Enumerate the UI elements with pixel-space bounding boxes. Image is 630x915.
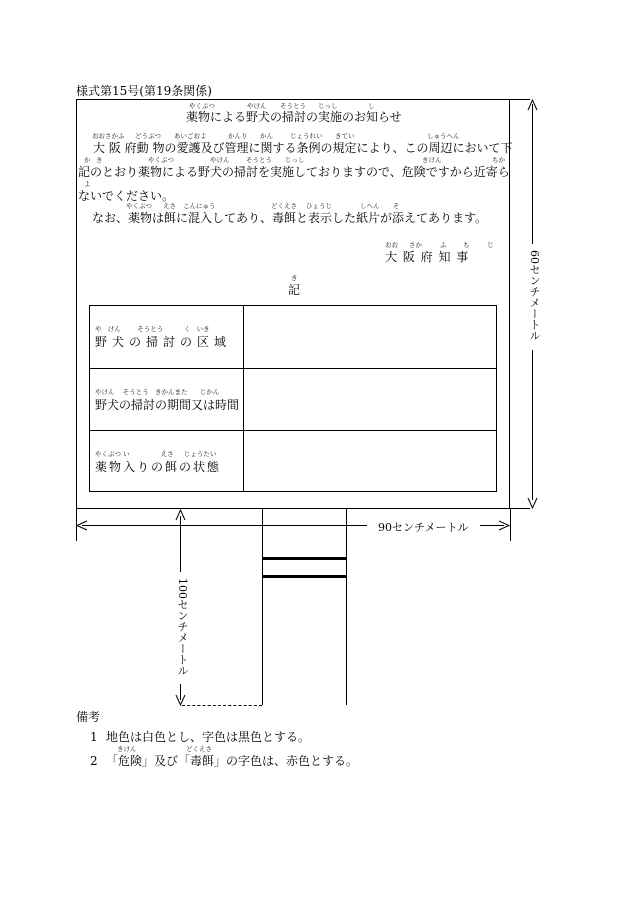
table-row <box>90 368 496 431</box>
ruby: しゅうへん <box>427 132 460 140</box>
ruby: おおさかふ <box>92 132 125 140</box>
issuer-ruby: ち <box>463 241 470 249</box>
row-label-ruby: やけん そうとう きかんまた じかん <box>95 388 220 396</box>
ki-heading: 記 <box>288 283 301 297</box>
note-number: 2 <box>90 754 98 768</box>
ruby: どくえさ <box>271 202 297 210</box>
issuer-ruby: じ <box>487 241 494 249</box>
row-label-area: 野犬の掃討の区域 <box>95 335 232 349</box>
ki-ruby: き <box>291 274 298 282</box>
ruby: あいごおよ <box>174 132 207 140</box>
row-label-ruby: やくぶつ い えさ じょうたい <box>95 450 217 458</box>
ruby: ひょうじ <box>306 202 332 210</box>
issuer-ruby: さか <box>409 241 422 249</box>
ruby: きけん <box>422 156 442 164</box>
ground-line <box>182 705 262 706</box>
notes-heading: 備考 <box>76 710 101 724</box>
issuer: 大 阪 府 知 事 <box>385 250 470 264</box>
post-right <box>346 509 347 705</box>
ruby: こんにゅう <box>183 202 216 210</box>
arrow-right-icon <box>498 520 510 531</box>
ruby: しへん <box>360 202 380 210</box>
title-ruby: やくぶつ <box>189 102 215 110</box>
ruby: か <box>84 156 91 164</box>
notice-line-3: ないでください。 <box>78 189 175 203</box>
title-ruby: やけん <box>247 102 267 110</box>
issuer-ruby: ふ <box>440 241 447 249</box>
ruby: どうぶつ <box>135 132 161 140</box>
note-ruby: どくえさ <box>186 745 212 753</box>
details-table <box>89 305 497 492</box>
issuer-ruby: おお <box>385 241 398 249</box>
ruby: じょうれい <box>290 132 323 140</box>
row-label-period: 野犬の掃討の期間又は時間 <box>95 398 240 412</box>
dim-line <box>82 525 367 526</box>
post-break-bottom <box>262 575 347 578</box>
table-row <box>90 306 496 368</box>
dim-extension-line <box>510 509 511 541</box>
ruby: ちか <box>492 156 505 164</box>
title-ruby: じっし <box>318 102 338 110</box>
row-label-bait: 薬物入りの餌の状態 <box>95 460 222 474</box>
sign-title: 薬物による野犬の掃討の実施のお知らせ <box>186 110 402 124</box>
ruby: じっし <box>285 156 305 164</box>
title-ruby: し <box>368 102 375 110</box>
note-number: 1 <box>90 730 98 744</box>
post-left <box>262 509 263 705</box>
dim-line <box>532 350 533 500</box>
title-ruby: そうとう <box>280 102 306 110</box>
ruby: やくぶつ <box>126 202 152 210</box>
ruby: よ <box>84 180 91 188</box>
table-row <box>90 430 496 493</box>
dim-line <box>180 516 181 572</box>
dim-line <box>532 104 533 244</box>
ruby: かんり <box>228 132 248 140</box>
ruby: かん <box>260 132 273 140</box>
post-break-top <box>262 557 347 560</box>
note-text: 「危険」及び「毒餌」の字色は、赤色とする。 <box>106 754 359 768</box>
arrow-up-icon <box>175 509 186 521</box>
post-height-label: 100センチメートル <box>176 578 189 676</box>
ruby: そうとう <box>246 156 272 164</box>
row-label-ruby: や けん そうとう く いき <box>95 325 210 333</box>
height-label: 60センチメートル <box>528 250 541 341</box>
ruby: そ <box>393 202 400 210</box>
arrow-up-icon <box>527 99 538 111</box>
ruby: き <box>96 156 103 164</box>
note-ruby: きけん <box>117 745 137 753</box>
width-label: 90センチメートル <box>378 521 469 534</box>
ruby: やけん <box>210 156 230 164</box>
note-text: 地色は白色とし、字色は黒色とする。 <box>106 730 311 744</box>
notice-line-1: 大 阪 府動 物の愛護及び管理に関する条例の規定により、この周辺において下 <box>93 141 513 155</box>
arrow-left-icon <box>76 520 88 531</box>
ruby: きてい <box>335 132 355 140</box>
form-label: 様式第15号(第19条関係) <box>76 84 212 98</box>
notice-line-2: 記のとおり薬物による野犬の掃討を実施しておりますので、危険ですから近寄ら <box>78 165 510 179</box>
notice-line-4: なお、薬物は餌に混入してあり、毒餌と表示した紙片が添えてあります。 <box>92 211 488 225</box>
ruby: やくぶつ <box>148 156 174 164</box>
arrow-down-icon <box>527 497 538 509</box>
ruby: えさ <box>163 202 176 210</box>
